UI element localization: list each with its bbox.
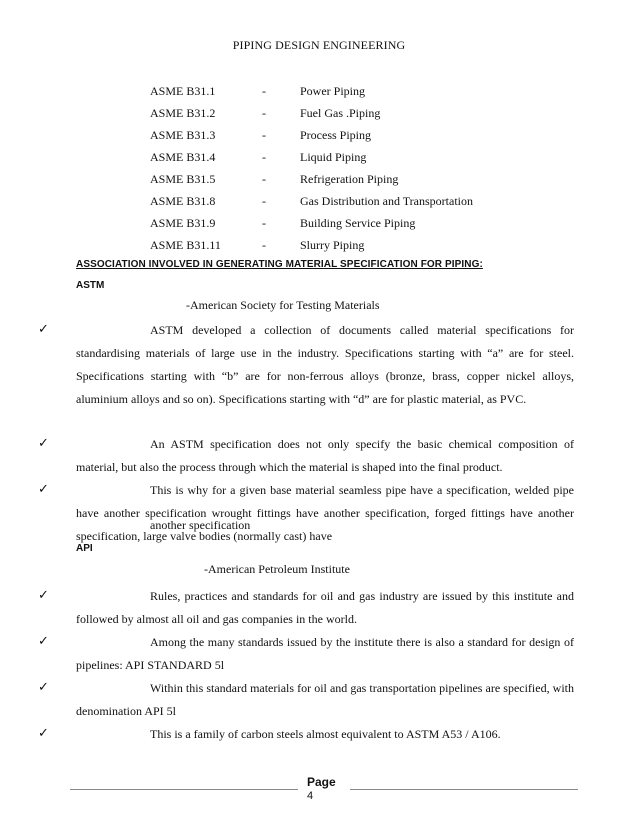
check-mark-icon: ✓ <box>38 680 49 695</box>
code-description: Refrigeration Piping <box>300 172 399 186</box>
code-id: ASME B31.5 <box>150 172 216 186</box>
code-id: ASME B31.8 <box>150 194 216 208</box>
astm-bullet-2 <box>76 433 574 479</box>
api-full-name: -American Petroleum Institute <box>204 562 350 576</box>
code-dash: - <box>262 106 266 120</box>
check-mark-icon: ✓ <box>38 322 49 337</box>
code-id: ASME B31.3 <box>150 128 216 142</box>
code-dash: - <box>262 216 266 230</box>
footer-rule-left <box>70 789 298 790</box>
check-mark-icon: ✓ <box>38 482 49 497</box>
bullet-text: Among the many standards issued by the institute there is also a standard for design of pipelines: API STANDARD 5l <box>76 635 574 672</box>
astm-continuation: another specification <box>150 518 251 532</box>
code-id: ASME B31.11 <box>150 238 221 252</box>
bullet-text: This is why for a given base material seamless pipe have a specification, welded pipe have another specification wrought fittings have another specification, forged fittings have another specification, large valve bodies (normally cast) have <box>76 483 574 543</box>
code-id: ASME B31.9 <box>150 216 216 230</box>
page-label: Page <box>307 775 336 789</box>
code-dash: - <box>262 238 266 252</box>
code-dash: - <box>262 84 266 98</box>
api-label: API <box>76 543 93 554</box>
code-description: Slurry Piping <box>300 238 365 252</box>
api-bullet-2 <box>76 631 574 677</box>
section-heading: ASSOCIATION INVOLVED IN GENERATING MATERIAL SPECIFICATION FOR PIPING: <box>76 259 483 270</box>
code-description: Liquid Piping <box>300 150 367 164</box>
code-dash: - <box>262 194 266 208</box>
bullet-text: Rules, practices and standards for oil and gas industry are issued by this institute and followed by almost all oil and gas companies in the world. <box>76 589 574 626</box>
check-mark-icon: ✓ <box>38 634 49 649</box>
api-bullet-4 <box>76 723 574 746</box>
code-dash: - <box>262 172 266 186</box>
code-description: Building Service Piping <box>300 216 416 230</box>
astm-full-name: -American Society for Testing Materials <box>186 298 380 312</box>
bullet-text: ASTM developed a collection of documents called material specifications for standardising materials of large use in the industry. Specifications starting with “a” are for steel. Specifications starting with “b” are for non-ferrous alloys (bronze, brass, copper nickel alloys, aluminium alloys and so on). Specifications starting with “d” are for plastic material, as PVC. <box>76 323 574 406</box>
check-mark-icon: ✓ <box>38 588 49 603</box>
check-mark-icon: ✓ <box>38 436 49 451</box>
astm-label: ASTM <box>76 280 105 291</box>
footer-rule-right <box>350 789 578 790</box>
astm-bullet-1 <box>76 319 574 411</box>
code-id: ASME B31.4 <box>150 150 216 164</box>
code-id: ASME B31.2 <box>150 106 216 120</box>
api-bullet-3 <box>76 677 574 723</box>
code-description: Fuel Gas .Piping <box>300 106 381 120</box>
bullet-text: This is a family of carbon steels almost equivalent to ASTM A53 / A106. <box>150 727 501 741</box>
code-description: Power Piping <box>300 84 366 98</box>
code-id: ASME B31.1 <box>150 84 216 98</box>
astm-bullet-3 <box>76 479 574 548</box>
api-bullet-1 <box>76 585 574 631</box>
bullet-text: Within this standard materials for oil and gas transportation pipelines are specified, with denomination API 5l <box>76 681 574 718</box>
page-number: 4 <box>307 790 314 802</box>
code-dash: - <box>262 128 266 142</box>
code-description: Gas Distribution and Transportation <box>300 194 473 208</box>
check-mark-icon: ✓ <box>38 726 49 741</box>
code-description: Process Piping <box>300 128 372 142</box>
code-dash: - <box>262 150 266 164</box>
bullet-text: An ASTM specification does not only specify the basic chemical composition of material, but also the process through which the material is shaped into the final product. <box>76 437 574 474</box>
page-header-title: PIPING DESIGN ENGINEERING <box>232 38 406 52</box>
